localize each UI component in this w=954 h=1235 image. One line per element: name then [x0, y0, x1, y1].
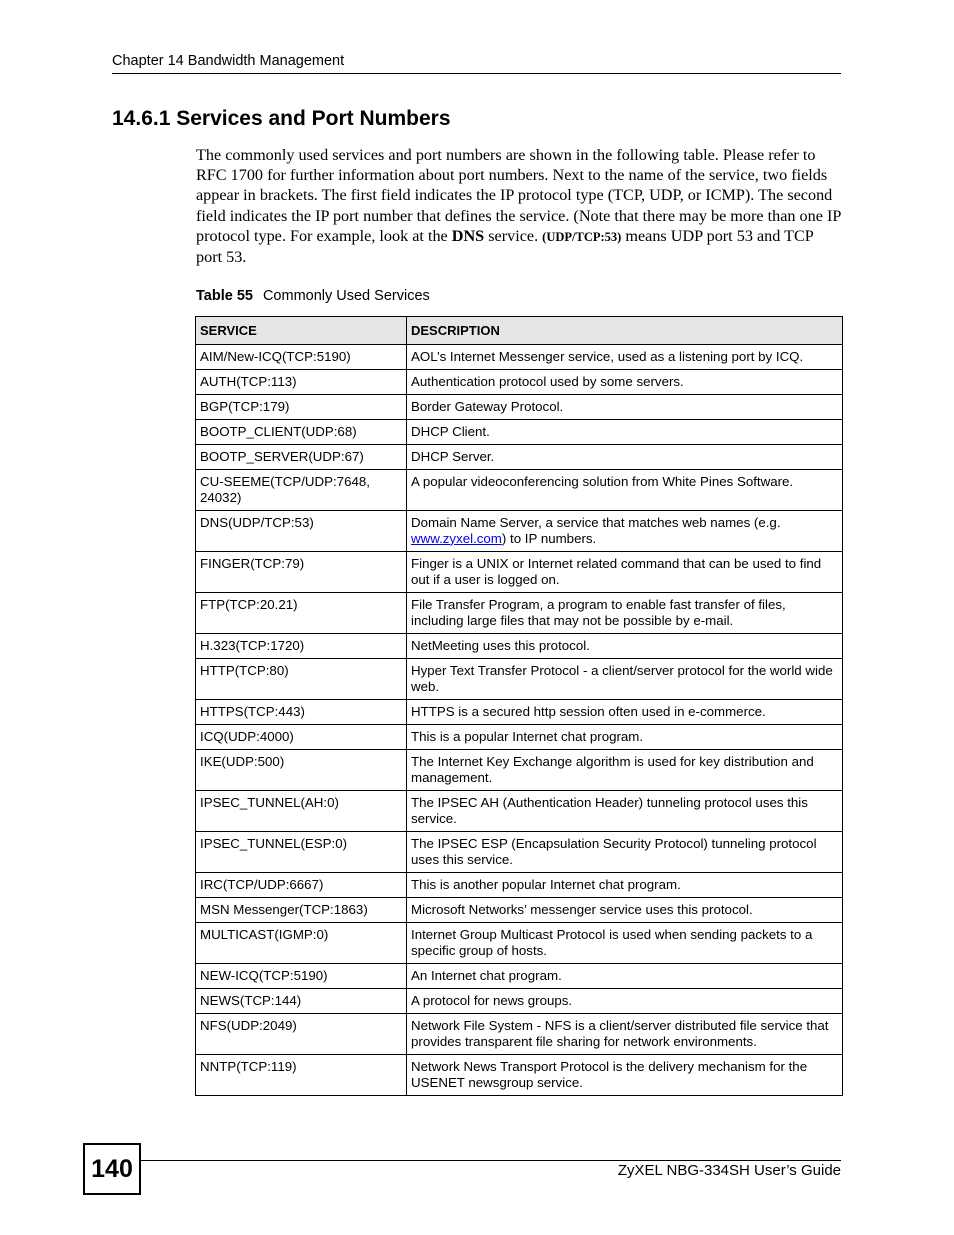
- table-caption: [196, 287, 430, 305]
- table-row: [196, 1014, 843, 1055]
- description-cell: Network News Transport Protocol is the delivery mechanism for the USENET newsgroup service.: [407, 1055, 843, 1096]
- description-cell: NetMeeting uses this protocol.: [407, 634, 843, 659]
- description-cell: This is a popular Internet chat program.: [407, 725, 843, 750]
- intro-dns: DNS: [451, 226, 485, 245]
- description-cell: Authentication protocol used by some servers.: [407, 370, 843, 395]
- description-cell: DHCP Server.: [407, 445, 843, 470]
- guide-title: ZyXEL NBG-334SH User’s Guide: [617, 1162, 841, 1179]
- service-cell: HTTPS(TCP:443): [196, 700, 407, 725]
- description-cell: AOL’s Internet Messenger service, used as a listening port by ICQ.: [407, 345, 843, 370]
- column-header-service: SERVICE: [196, 317, 407, 345]
- description-cell: HTTPS is a secured http session often used in e-commerce.: [407, 700, 843, 725]
- services-table: [195, 316, 843, 1096]
- description-cell: Hyper Text Transfer Protocol - a client/server protocol for the world wide web.: [407, 659, 843, 700]
- service-cell: BOOTP_SERVER(UDP:67): [196, 445, 407, 470]
- description-cell: An Internet chat program.: [407, 964, 843, 989]
- service-cell: H.323(TCP:1720): [196, 634, 407, 659]
- service-cell: ICQ(UDP:4000): [196, 725, 407, 750]
- description-cell: A popular videoconferencing solution from White Pines Software.: [407, 470, 843, 511]
- table-row: [196, 470, 843, 511]
- table-row: [196, 634, 843, 659]
- service-cell: MSN Messenger(TCP:1863): [196, 898, 407, 923]
- description-cell: DHCP Client.: [407, 420, 843, 445]
- zyxel-link[interactable]: www.zyxel.com: [411, 530, 502, 546]
- description-cell: File Transfer Program, a program to enable fast transfer of files, including large files that may not be possible by e-mail.: [407, 593, 843, 634]
- service-cell: DNS(UDP/TCP:53): [196, 511, 407, 552]
- description-cell: The IPSEC AH (Authentication Header) tunneling protocol uses this service.: [407, 791, 843, 832]
- description-cell: [407, 511, 843, 552]
- table-row: [196, 420, 843, 445]
- service-cell: NNTP(TCP:119): [196, 1055, 407, 1096]
- table-row: [196, 873, 843, 898]
- description-cell: Border Gateway Protocol.: [407, 395, 843, 420]
- intro-text-2: service.: [484, 226, 543, 245]
- chapter-header: Chapter 14 Bandwidth Management: [112, 52, 841, 74]
- service-cell: AIM/New-ICQ(TCP:5190): [196, 345, 407, 370]
- table-row: [196, 395, 843, 420]
- table-row: [196, 345, 843, 370]
- description-cell: Finger is a UNIX or Internet related command that can be used to find out if a user is logged on.: [407, 552, 843, 593]
- service-cell: CU-SEEME(TCP/UDP:7648, 24032): [196, 470, 407, 511]
- table-title: Commonly Used Services: [262, 288, 430, 304]
- table-row: [196, 700, 843, 725]
- service-cell: BGP(TCP:179): [196, 395, 407, 420]
- table-row: [196, 898, 843, 923]
- table-row: [196, 593, 843, 634]
- table-row: [196, 552, 843, 593]
- service-cell: FTP(TCP:20.21): [196, 593, 407, 634]
- description-cell: Microsoft Networks’ messenger service uses this protocol.: [407, 898, 843, 923]
- table-row: [196, 511, 843, 552]
- table-row: [196, 964, 843, 989]
- table-row: [196, 750, 843, 791]
- intro-paragraph: [196, 145, 841, 267]
- table-row: [196, 659, 843, 700]
- service-cell: NFS(UDP:2049): [196, 1014, 407, 1055]
- service-cell: BOOTP_CLIENT(UDP:68): [196, 420, 407, 445]
- page-number: 140: [83, 1143, 141, 1195]
- service-cell: AUTH(TCP:113): [196, 370, 407, 395]
- service-cell: HTTP(TCP:80): [196, 659, 407, 700]
- service-cell: NEW-ICQ(TCP:5190): [196, 964, 407, 989]
- table-body: [196, 345, 843, 1096]
- description-cell: A protocol for news groups.: [407, 989, 843, 1014]
- intro-code: (UDP/TCP:53): [542, 229, 622, 244]
- table-row: [196, 370, 843, 395]
- description-cell: The IPSEC ESP (Encapsulation Security Protocol) tunneling protocol uses this service.: [407, 832, 843, 873]
- service-cell: IRC(TCP/UDP:6667): [196, 873, 407, 898]
- description-text-after: ) to IP numbers.: [501, 530, 597, 546]
- service-cell: NEWS(TCP:144): [196, 989, 407, 1014]
- description-cell: The Internet Key Exchange algorithm is used for key distribution and management.: [407, 750, 843, 791]
- section-title: 14.6.1 Services and Port Numbers: [112, 107, 451, 130]
- service-cell: MULTICAST(IGMP:0): [196, 923, 407, 964]
- table-row: [196, 1055, 843, 1096]
- table-row: [196, 832, 843, 873]
- table-number: Table 55: [196, 288, 253, 304]
- service-cell: FINGER(TCP:79): [196, 552, 407, 593]
- table-row: [196, 989, 843, 1014]
- table-row: [196, 791, 843, 832]
- intro-text-3: means UDP port 53 and TCP port 53.: [196, 226, 814, 267]
- column-header-description: DESCRIPTION: [407, 317, 843, 345]
- table-row: [196, 725, 843, 750]
- intro-text-1: The commonly used services and port numbers are shown in the following table. Please refer to RFC 1700 for further information about port numbers. Next to the name of the service, two fields appear in brackets. The first field indicates the IP protocol type (TCP, UDP, or ICMP). The second field indicates the IP port number that defines the service. (Note that there may be more than one IP protocol type. For example, look at the: [196, 146, 841, 245]
- table-row: [196, 923, 843, 964]
- description-text: Domain Name Server, a service that matches web names (e.g.: [411, 515, 781, 530]
- description-cell: Internet Group Multicast Protocol is used when sending packets to a specific group of hosts.: [407, 923, 843, 964]
- table-header-row: [196, 317, 843, 345]
- table-row: [196, 445, 843, 470]
- description-cell: Network File System - NFS is a client/server distributed file service that provides transparent file sharing for network environments.: [407, 1014, 843, 1055]
- service-cell: IKE(UDP:500): [196, 750, 407, 791]
- service-cell: IPSEC_TUNNEL(ESP:0): [196, 832, 407, 873]
- service-cell: IPSEC_TUNNEL(AH:0): [196, 791, 407, 832]
- description-cell: This is another popular Internet chat program.: [407, 873, 843, 898]
